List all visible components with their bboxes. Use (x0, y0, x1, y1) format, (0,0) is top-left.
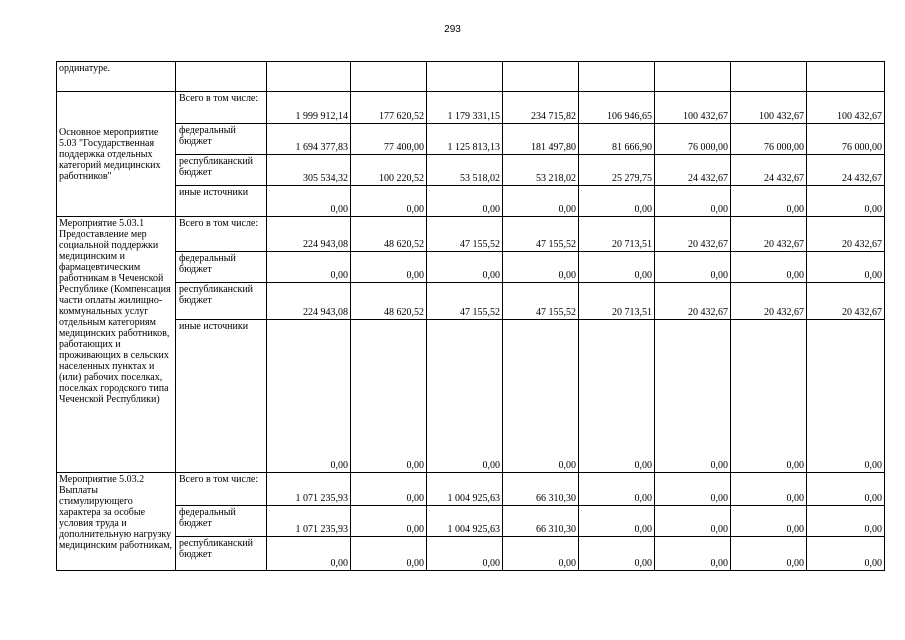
amount-cell: 0,00 (655, 537, 731, 571)
amount-cell: 0,00 (579, 186, 655, 217)
amount-cell: 24 432,67 (731, 155, 807, 186)
amount-cell: 0,00 (579, 506, 655, 537)
funding-source-cell: федеральный бюджет (176, 506, 267, 537)
empty-cell (655, 62, 731, 92)
table-row (57, 252, 885, 283)
activity-name-cell: Мероприятие 5.03.1 Предоставление мер социальной поддержки медицинским и фармацевтическим работникам в Чеченской Республике (Компенсация части оплаты жилищно-коммунальных услуг отдельным категориям медицинских работников, работающих и проживающих в сельских населенных пунктах и (или) рабочих поселках, поселках городского типа Чеченской Республики) (57, 217, 176, 473)
amount-cell: 234 715,82 (503, 92, 579, 124)
amount-cell: 76 000,00 (731, 124, 807, 155)
amount-cell: 224 943,08 (267, 283, 351, 320)
amount-cell: 1 004 925,63 (427, 506, 503, 537)
table-row (57, 283, 885, 320)
amount-cell: 0,00 (807, 537, 885, 571)
amount-cell: 1 004 925,63 (427, 473, 503, 506)
amount-cell: 0,00 (579, 473, 655, 506)
empty-cell (427, 62, 503, 92)
amount-cell: 0,00 (655, 506, 731, 537)
amount-cell: 0,00 (655, 252, 731, 283)
amount-cell: 0,00 (351, 506, 427, 537)
amount-cell: 0,00 (427, 537, 503, 571)
amount-cell: 20 432,67 (655, 217, 731, 252)
amount-cell: 0,00 (579, 320, 655, 473)
activity-name-cell: ординатуре. (57, 62, 176, 92)
amount-cell: 1 694 377,83 (267, 124, 351, 155)
amount-cell: 1 999 912,14 (267, 92, 351, 124)
amount-cell: 1 125 813,13 (427, 124, 503, 155)
amount-cell: 0,00 (267, 320, 351, 473)
empty-cell (807, 62, 885, 92)
table-row-top (57, 62, 885, 92)
amount-cell: 48 620,52 (351, 283, 427, 320)
amount-cell: 0,00 (807, 473, 885, 506)
empty-cell (503, 62, 579, 92)
activity-name-cell: Мероприятие 5.03.2 Выплаты стимулирующего характера за особые условия труда и дополнительную нагрузку медицинским работникам, (57, 473, 176, 571)
page-number: 293 (444, 24, 461, 35)
empty-cell (731, 62, 807, 92)
amount-cell: 1 071 235,93 (267, 473, 351, 506)
amount-cell: 0,00 (351, 320, 427, 473)
funding-source-cell: федеральный бюджет (176, 252, 267, 283)
amount-cell: 0,00 (267, 252, 351, 283)
amount-cell: 1 071 235,93 (267, 506, 351, 537)
table-row (57, 537, 885, 571)
amount-cell: 0,00 (267, 186, 351, 217)
funding-source-cell: республиканский бюджет (176, 537, 267, 571)
funding-source-cell: иные источники (176, 186, 267, 217)
amount-cell: 0,00 (655, 320, 731, 473)
amount-cell: 20 432,67 (731, 283, 807, 320)
amount-cell: 20 432,67 (655, 283, 731, 320)
amount-cell: 181 497,80 (503, 124, 579, 155)
funding-source-cell: Всего в том числе: (176, 473, 267, 506)
amount-cell: 0,00 (579, 252, 655, 283)
amount-cell: 0,00 (427, 320, 503, 473)
table-row (57, 473, 885, 506)
amount-cell: 100 432,67 (731, 92, 807, 124)
amount-cell: 20 432,67 (807, 283, 885, 320)
amount-cell: 20 432,67 (807, 217, 885, 252)
amount-cell: 0,00 (655, 186, 731, 217)
amount-cell: 0,00 (351, 537, 427, 571)
amount-cell: 0,00 (351, 473, 427, 506)
budget-table (56, 61, 885, 571)
amount-cell: 305 534,32 (267, 155, 351, 186)
amount-cell: 0,00 (731, 186, 807, 217)
amount-cell: 53 518,02 (427, 155, 503, 186)
amount-cell: 1 179 331,15 (427, 92, 503, 124)
amount-cell: 0,00 (503, 186, 579, 217)
activity-name-cell: Основное мероприятие 5.03 "Государственная поддержка отдельных категорий медицинских работников" (57, 92, 176, 217)
amount-cell: 20 713,51 (579, 217, 655, 252)
amount-cell: 76 000,00 (807, 124, 885, 155)
table-row (57, 155, 885, 186)
amount-cell: 0,00 (807, 506, 885, 537)
amount-cell: 76 000,00 (655, 124, 731, 155)
table-row (57, 217, 885, 252)
empty-cell (579, 62, 655, 92)
amount-cell: 66 310,30 (503, 506, 579, 537)
amount-cell: 0,00 (503, 320, 579, 473)
amount-cell: 0,00 (731, 473, 807, 506)
table-row (57, 124, 885, 155)
amount-cell: 0,00 (351, 252, 427, 283)
amount-cell: 0,00 (807, 320, 885, 473)
amount-cell: 0,00 (655, 473, 731, 506)
table-row (57, 92, 885, 124)
amount-cell: 48 620,52 (351, 217, 427, 252)
amount-cell: 47 155,52 (427, 283, 503, 320)
table-row (57, 186, 885, 217)
amount-cell: 25 279,75 (579, 155, 655, 186)
amount-cell: 0,00 (351, 186, 427, 217)
amount-cell: 177 620,52 (351, 92, 427, 124)
amount-cell: 0,00 (427, 252, 503, 283)
empty-cell (351, 62, 427, 92)
amount-cell: 24 432,67 (655, 155, 731, 186)
funding-source-cell: Всего в том числе: (176, 217, 267, 252)
amount-cell: 0,00 (807, 252, 885, 283)
amount-cell: 0,00 (579, 537, 655, 571)
table-row (57, 320, 885, 473)
amount-cell: 81 666,90 (579, 124, 655, 155)
funding-source-cell: республиканский бюджет (176, 283, 267, 320)
amount-cell: 66 310,30 (503, 473, 579, 506)
amount-cell: 24 432,67 (807, 155, 885, 186)
amount-cell: 0,00 (503, 252, 579, 283)
amount-cell: 0,00 (807, 186, 885, 217)
empty-cell (267, 62, 351, 92)
amount-cell: 0,00 (731, 252, 807, 283)
funding-source-cell: федеральный бюджет (176, 124, 267, 155)
amount-cell: 0,00 (731, 320, 807, 473)
amount-cell: 53 218,02 (503, 155, 579, 186)
funding-source-cell: Всего в том числе: (176, 92, 267, 124)
empty-cell (176, 62, 267, 92)
amount-cell: 100 432,67 (807, 92, 885, 124)
amount-cell: 47 155,52 (427, 217, 503, 252)
amount-cell: 0,00 (427, 186, 503, 217)
amount-cell: 100 432,67 (655, 92, 731, 124)
amount-cell: 0,00 (267, 537, 351, 571)
amount-cell: 20 713,51 (579, 283, 655, 320)
amount-cell: 0,00 (731, 537, 807, 571)
amount-cell: 0,00 (503, 537, 579, 571)
amount-cell: 20 432,67 (731, 217, 807, 252)
amount-cell: 77 400,00 (351, 124, 427, 155)
amount-cell: 106 946,65 (579, 92, 655, 124)
funding-source-cell: республиканский бюджет (176, 155, 267, 186)
table-row (57, 506, 885, 537)
amount-cell: 0,00 (731, 506, 807, 537)
amount-cell: 47 155,52 (503, 217, 579, 252)
amount-cell: 224 943,08 (267, 217, 351, 252)
amount-cell: 47 155,52 (503, 283, 579, 320)
funding-source-cell: иные источники (176, 320, 267, 473)
amount-cell: 100 220,52 (351, 155, 427, 186)
